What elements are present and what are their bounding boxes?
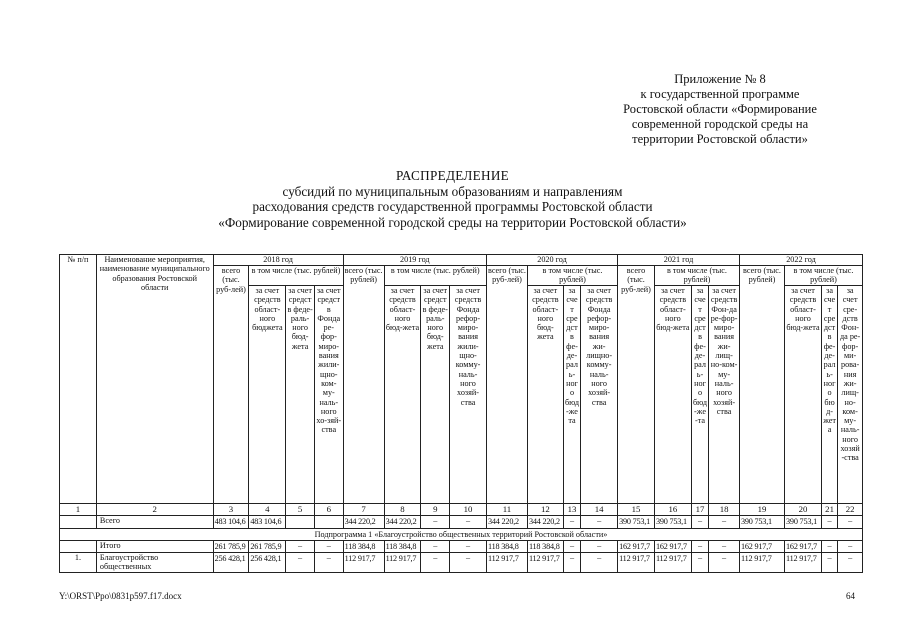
value-cell: 118 384,8 <box>527 540 563 552</box>
value-cell: – <box>563 540 580 552</box>
value-cell: 261 785,9 <box>249 540 286 552</box>
value-cell: – <box>838 540 863 552</box>
header-including: в том числе (тыс. рублей) <box>249 266 343 286</box>
column-index-cell: 20 <box>785 504 822 516</box>
document-subtitle-line: «Формирование современной городской среды на территории Ростовской области» <box>218 214 687 230</box>
row-number <box>60 516 97 528</box>
value-cell <box>314 516 343 528</box>
header-total: всего (тыс. руб-лей) <box>487 266 528 504</box>
value-cell: – <box>286 540 315 552</box>
value-cell: 344 220,2 <box>384 516 421 528</box>
column-index-cell: 5 <box>286 504 315 516</box>
value-cell: 112 917,7 <box>527 553 563 573</box>
row-name: Итого <box>96 540 213 552</box>
header-sub: за счет средств област-ного бюд-жета <box>527 286 563 504</box>
column-index-cell: 19 <box>739 504 784 516</box>
appendix-line: современной городской среды на <box>631 117 809 131</box>
subprogram-row <box>60 528 863 540</box>
row-name: Благоустройство общественных <box>96 553 213 573</box>
column-index-cell: 7 <box>343 504 384 516</box>
page-number: 64 <box>846 591 855 601</box>
value-cell: 390 753,1 <box>739 516 784 528</box>
value-cell: – <box>450 540 487 552</box>
column-index-cell: 18 <box>709 504 740 516</box>
value-cell: – <box>709 516 740 528</box>
value-cell: 261 785,9 <box>213 540 249 552</box>
value-cell: 112 917,7 <box>739 553 784 573</box>
file-path: Y:\ORST\Ppo\0831p597.f17.docx <box>59 591 182 601</box>
header-sub: за счет средств Фонда рефор-миро-вания жили-щно-комму-наль-ного хозяй-ства <box>450 286 487 504</box>
row-number: 1. <box>60 553 97 573</box>
subprogram-title: Подпрограмма 1 «Благоустройство общественных территорий Ростовской области» <box>60 528 863 540</box>
header-sub: за счет средств Фонда рефор-миро-вания жи-лищно-комму-наль-ного хозяй-ства <box>581 286 618 504</box>
column-index-cell: 10 <box>450 504 487 516</box>
header-sub: за счет средств Фонда ре-фор-миро-вания жили-щно-ком-му-наль-ного хо-зяй-ства <box>314 286 343 504</box>
header-sub: за счет средств феде-раль-ного бюд-жета <box>286 286 315 504</box>
header-including: в том числе (тыс. рублей) <box>785 266 863 286</box>
column-index-cell: 16 <box>654 504 691 516</box>
table-row <box>60 516 863 528</box>
column-index-cell: 8 <box>384 504 421 516</box>
value-cell: 162 917,7 <box>618 540 655 552</box>
value-cell: 256 428,1 <box>213 553 249 573</box>
header-year: 2019 год <box>343 255 486 266</box>
header-year: 2022 год <box>739 255 862 266</box>
appendix-line: территории Ростовской области» <box>632 132 808 146</box>
distribution-table <box>59 254 863 573</box>
value-cell: – <box>421 553 450 573</box>
header-sub: за счет средств област-ного бюджета <box>249 286 286 504</box>
value-cell: 344 220,2 <box>527 516 563 528</box>
header-num: № п/п <box>60 255 97 504</box>
value-cell: 483 104,6 <box>249 516 286 528</box>
value-cell: – <box>563 553 580 573</box>
value-cell: – <box>581 540 618 552</box>
header-sub: за счет средств феде-раль-ного бюд-жета <box>421 286 450 504</box>
column-index-cell: 1 <box>60 504 97 516</box>
value-cell: – <box>821 540 837 552</box>
appendix-line: Приложение № 8 <box>674 72 766 86</box>
header-including: в том числе (тыс. рублей) <box>384 266 486 286</box>
value-cell: 112 917,7 <box>384 553 421 573</box>
value-cell: 112 917,7 <box>343 553 384 573</box>
header-name: Наименование мероприятия, наименование муниципального образования Ростовской области <box>96 255 213 504</box>
header-total: всего (тыс. рублей) <box>343 266 384 504</box>
appendix-note <box>600 72 840 147</box>
value-cell: – <box>838 516 863 528</box>
value-cell: – <box>421 516 450 528</box>
value-cell: – <box>691 553 708 573</box>
value-cell: 483 104,6 <box>213 516 249 528</box>
header-year: 2020 год <box>487 255 618 266</box>
header-year: 2021 год <box>618 255 740 266</box>
appendix-line: Ростовской области «Формирование <box>623 102 817 116</box>
value-cell: – <box>581 516 618 528</box>
header-sub: за счет средств фе-де-раль-ного бюд-жета <box>821 286 837 504</box>
value-cell: – <box>691 516 708 528</box>
value-cell: 162 917,7 <box>654 540 691 552</box>
value-cell: 162 917,7 <box>785 540 822 552</box>
table-row <box>60 553 863 573</box>
column-index-cell: 14 <box>581 504 618 516</box>
value-cell: – <box>421 540 450 552</box>
value-cell: – <box>821 553 837 573</box>
value-cell: 162 917,7 <box>739 540 784 552</box>
value-cell: 344 220,2 <box>487 516 528 528</box>
header-sub: за счет средств област-ного бюд-жета <box>384 286 421 504</box>
header-total: всего (тыс. рублей) <box>739 266 784 504</box>
document-subtitle-line: расходования средств государственной программы Ростовской области <box>252 199 653 215</box>
value-cell: – <box>821 516 837 528</box>
value-cell <box>286 516 315 528</box>
value-cell: 390 753,1 <box>654 516 691 528</box>
row-number <box>60 540 97 552</box>
value-cell: 256 428,1 <box>249 553 286 573</box>
header-sub: за счет средств фе-де-раль-ного бюд-же-та <box>691 286 708 504</box>
value-cell: – <box>709 553 740 573</box>
column-index-cell: 6 <box>314 504 343 516</box>
value-cell: – <box>314 540 343 552</box>
document-title: РАСПРЕДЕЛЕНИЕ <box>395 168 510 183</box>
header-sub: за счет средств област-ного бюд-жета <box>785 286 822 504</box>
value-cell: – <box>450 516 487 528</box>
value-cell: 118 384,8 <box>384 540 421 552</box>
column-index-cell: 21 <box>821 504 837 516</box>
header-year: 2018 год <box>213 255 343 266</box>
value-cell: – <box>563 516 580 528</box>
header-total: всего (тыс. руб-лей) <box>213 266 249 504</box>
value-cell: – <box>314 553 343 573</box>
value-cell: 112 917,7 <box>487 553 528 573</box>
value-cell: 118 384,8 <box>343 540 384 552</box>
header-including: в том числе (тыс. рублей) <box>654 266 739 286</box>
value-cell: – <box>691 540 708 552</box>
column-index-cell: 9 <box>421 504 450 516</box>
column-index-cell: 12 <box>527 504 563 516</box>
header-sub: за счет сре-дств Фон-да ре-фор-ми-рова-ния жи-лищ-но-ком-му-наль-ного хозяй-ства <box>838 286 863 504</box>
value-cell: 390 753,1 <box>618 516 655 528</box>
column-index-cell: 3 <box>213 504 249 516</box>
header-sub: за счет средств област-ного бюд-жета <box>654 286 691 504</box>
header-including: в том числе (тыс. рублей) <box>527 266 617 286</box>
column-index-cell: 15 <box>618 504 655 516</box>
column-index-row <box>60 504 863 516</box>
document-subtitle-line: субсидий по муниципальным образованиям и направлениям <box>282 183 623 199</box>
column-index-cell: 2 <box>96 504 213 516</box>
value-cell: – <box>450 553 487 573</box>
value-cell: 112 917,7 <box>618 553 655 573</box>
value-cell: 118 384,8 <box>487 540 528 552</box>
column-index-cell: 4 <box>249 504 286 516</box>
appendix-line: к государственной программе <box>640 87 800 101</box>
row-name: Всего <box>96 516 213 528</box>
value-cell: 112 917,7 <box>785 553 822 573</box>
header-total: всего (тыс. руб-лей) <box>618 266 655 504</box>
value-cell: – <box>581 553 618 573</box>
value-cell: – <box>838 553 863 573</box>
table-row <box>60 540 863 552</box>
value-cell: – <box>286 553 315 573</box>
value-cell: 390 753,1 <box>785 516 822 528</box>
column-index-cell: 11 <box>487 504 528 516</box>
column-index-cell: 13 <box>563 504 580 516</box>
value-cell: – <box>709 540 740 552</box>
document-heading <box>0 168 905 230</box>
column-index-cell: 17 <box>691 504 708 516</box>
column-index-cell: 22 <box>838 504 863 516</box>
value-cell: 112 917,7 <box>654 553 691 573</box>
value-cell: 344 220,2 <box>343 516 384 528</box>
header-sub: за счет средств фе-де-раль-ного бюд-жета <box>563 286 580 504</box>
header-sub: за счет средств Фон-да ре-фор-миро-вания жи-лищ-но-ком-му-наль-ного хозяй-ства <box>709 286 740 504</box>
